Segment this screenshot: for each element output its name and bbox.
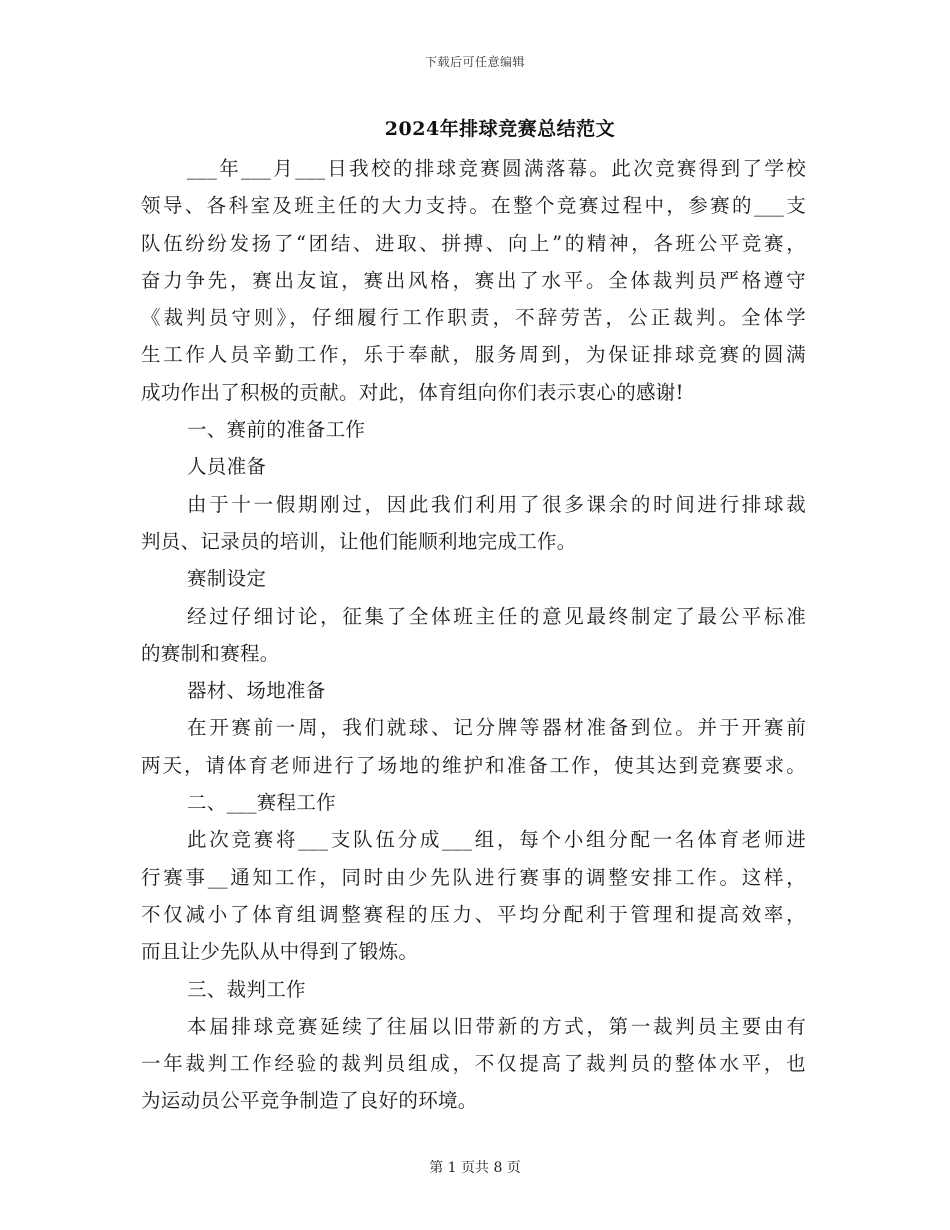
text-line: 队伍纷纷发扬了“团结、进取、拼搏、向上”的精神，各班公平竞赛， bbox=[141, 231, 806, 255]
text-line: 生工作人员辛勤工作，乐于奉献，服务周到，为保证排球竞赛的圆满 bbox=[141, 343, 806, 367]
text-line: ___年___月___日我校的排球竞赛圆满落幕。此次竞赛得到了学校 bbox=[187, 157, 806, 180]
text-line: 不仅减小了体育组调整赛程的压力、平均分配利于管理和提高效率， bbox=[141, 902, 806, 926]
text-line: 赛制设定 bbox=[187, 567, 267, 591]
text-line: 本届排球竞赛延续了往届以旧带新的方式，第一裁判员主要由有 bbox=[187, 1014, 806, 1038]
text-line: 二、___赛程工作 bbox=[187, 791, 336, 815]
text-line: 此次竞赛将___支队伍分成___组，每个小组分配一名体育老师进 bbox=[187, 828, 806, 852]
text-line: 领导、各科室及班主任的大力支持。在整个竞赛过程中，参赛的___支 bbox=[141, 194, 806, 218]
text-line: 奋力争先，赛出友谊，赛出风格，赛出了水平。全体裁判员严格遵守 bbox=[141, 268, 806, 292]
document-title: 2024年排球竞赛总结范文 bbox=[384, 118, 616, 140]
text-line: 由于十一假期刚过，因此我们利用了很多课余的时间进行排球裁 bbox=[187, 492, 806, 516]
document-body bbox=[141, 150, 806, 1120]
text-line: 一、赛前的准备工作 bbox=[187, 418, 366, 442]
text-line: 而且让少先队从中得到了锻炼。 bbox=[141, 940, 419, 964]
text-line: 为运动员公平竞争制造了良好的环境。 bbox=[141, 1089, 478, 1113]
text-line: 在开赛前一周，我们就球、记分牌等器材准备到位。并于开赛前 bbox=[187, 716, 806, 740]
text-line: 器材、场地准备 bbox=[187, 679, 326, 703]
text-line: 行赛事__通知工作，同时由少先队进行赛事的调整安排工作。这样， bbox=[141, 865, 806, 889]
text-line: 《裁判员守则》，仔细履行工作职责，不辞劳苦，公正裁判。全体学 bbox=[141, 306, 806, 330]
text-line: 的赛制和赛程。 bbox=[141, 641, 280, 665]
text-line: 判员、记录员的培训，让他们能顺利地完成工作。 bbox=[141, 529, 577, 553]
text-line: 一年裁判工作经验的裁判员组成，不仅提高了裁判员的整体水平，也 bbox=[141, 1052, 806, 1076]
text-line: 人员准备 bbox=[187, 455, 267, 479]
text-line: 成功作出了积极的贡献。对此，体育组向你们表示衷心的感谢! bbox=[141, 380, 684, 404]
header-note: 下载后可任意编辑 bbox=[424, 55, 525, 69]
text-line: 经过仔细讨论，征集了全体班主任的意见最终制定了最公平标准 bbox=[187, 604, 806, 628]
text-line: 两天，请体育老师进行了场地的维护和准备工作，使其达到竞赛要求。 bbox=[141, 753, 806, 777]
text-line: 三、裁判工作 bbox=[187, 977, 306, 1001]
page-footer: 第 1 页共 8 页 bbox=[429, 1160, 521, 1176]
